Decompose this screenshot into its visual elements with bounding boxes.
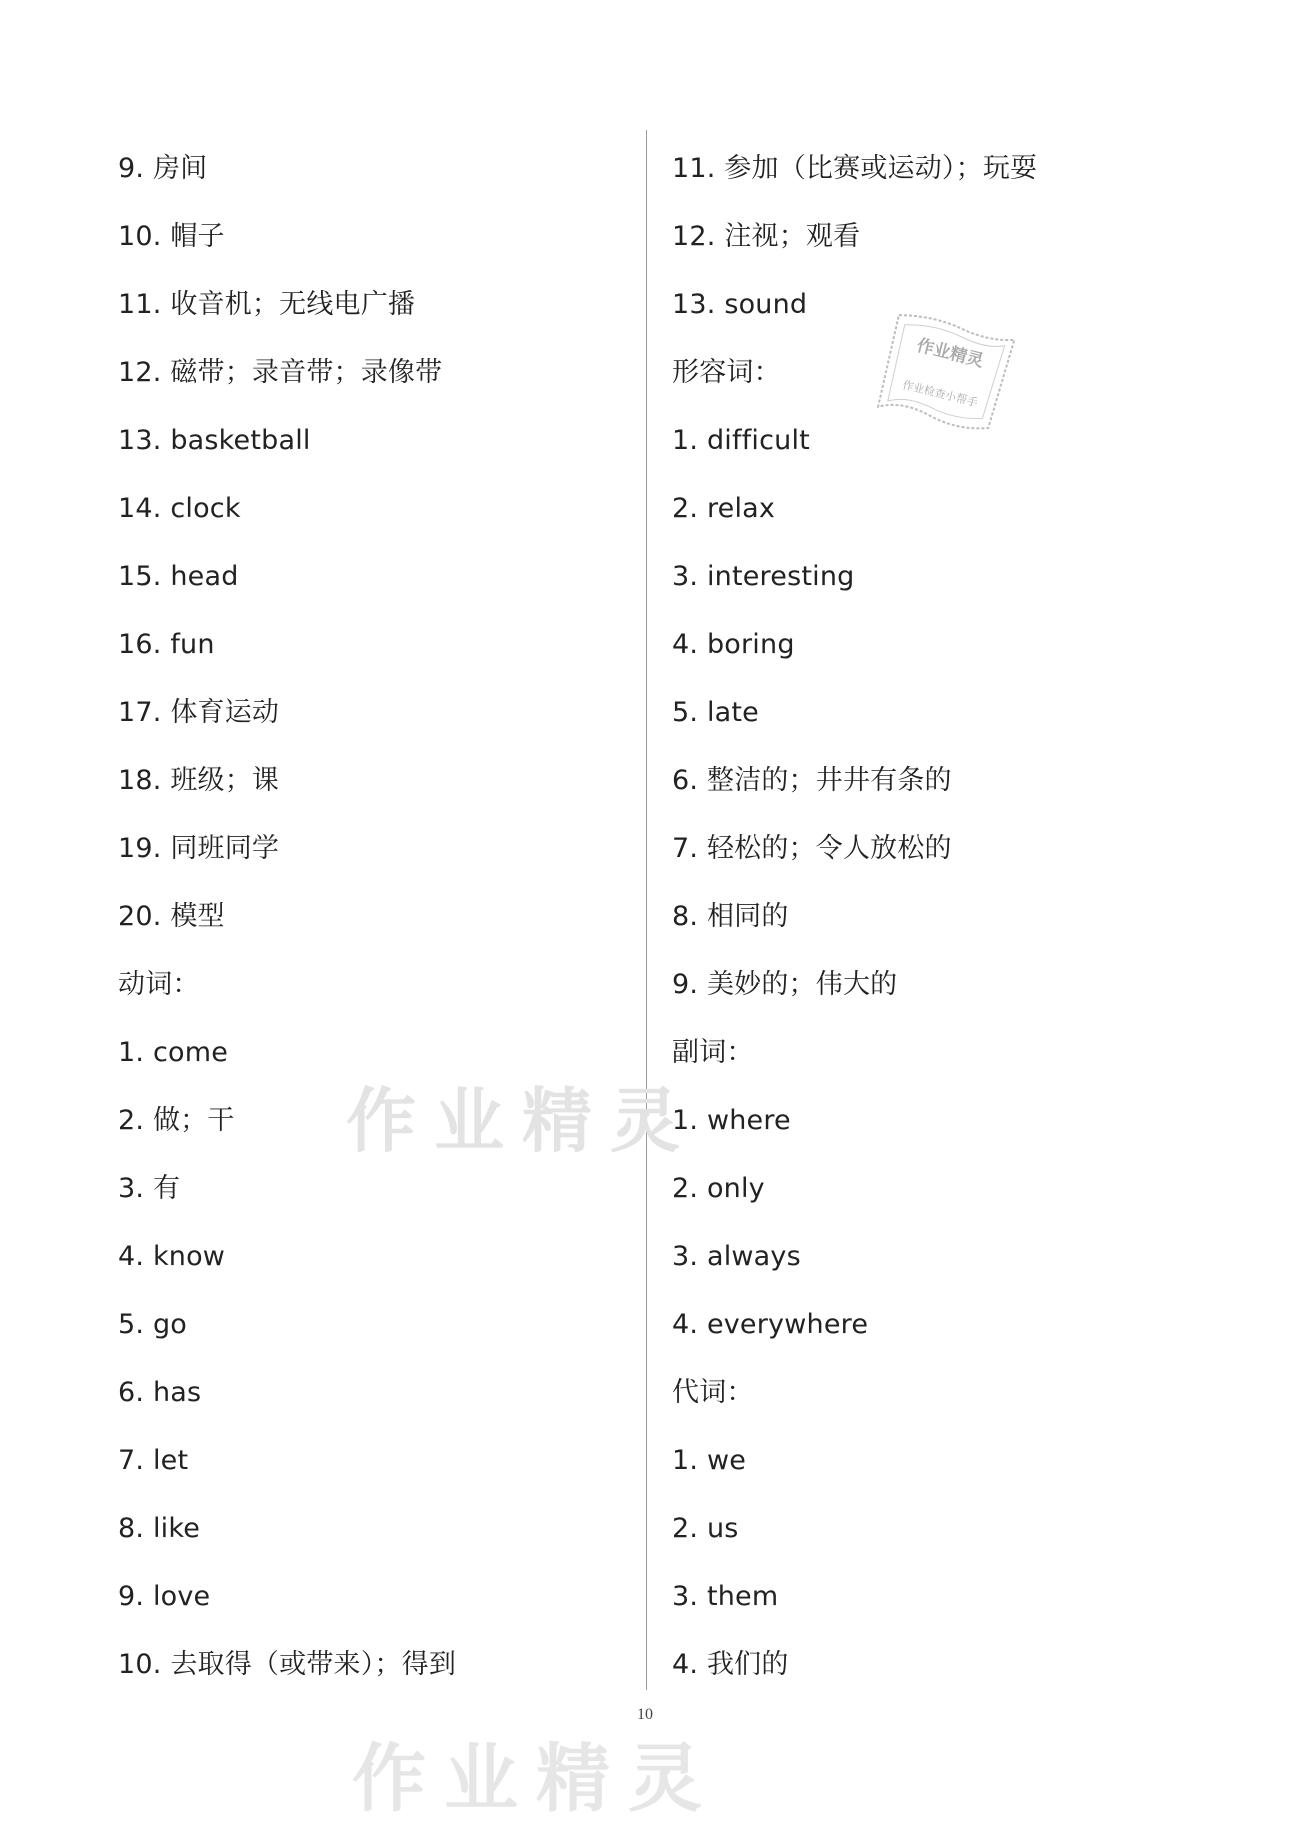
- list-item: 13. sound: [672, 289, 808, 320]
- stamp-title: 作业精灵: [914, 335, 986, 372]
- list-item: 15. head: [118, 561, 239, 592]
- list-item: 4. 我们的: [672, 1649, 789, 1680]
- list-item: 3. interesting: [672, 561, 855, 592]
- list-item: 18. 班级；课: [118, 765, 280, 796]
- section-heading-verbs: 动词：: [118, 969, 200, 1000]
- list-item: 9. 房间: [118, 153, 208, 184]
- list-item: 10. 帽子: [118, 221, 225, 252]
- list-item: 14. clock: [118, 493, 241, 524]
- list-item: 3. them: [672, 1581, 779, 1612]
- list-item: 6. has: [118, 1377, 202, 1408]
- list-item: 6. 整洁的；井井有条的: [672, 765, 952, 796]
- list-item: 19. 同班同学: [118, 833, 280, 864]
- section-heading-adverbs: 副词：: [672, 1037, 754, 1068]
- list-item: 2. relax: [672, 493, 776, 524]
- list-item: 5. go: [118, 1309, 188, 1340]
- list-item: 8. like: [118, 1513, 201, 1544]
- list-item: 10. 去取得（或带来）；得到: [118, 1649, 457, 1680]
- list-item: 3. always: [672, 1241, 801, 1272]
- list-item: 20. 模型: [118, 901, 225, 932]
- list-item: 5. late: [672, 697, 759, 728]
- watermark-center: 作业精灵: [346, 1080, 698, 1162]
- list-item: 8. 相同的: [672, 901, 789, 932]
- list-item: 4. everywhere: [672, 1309, 869, 1340]
- list-item: 13. basketball: [118, 425, 311, 456]
- list-item: 9. 美妙的；伟大的: [672, 969, 898, 1000]
- section-heading-adjectives: 形容词：: [672, 357, 781, 388]
- left-column: [118, 139, 456, 1703]
- page-number: 10: [637, 1706, 653, 1723]
- list-item: 11. 参加（比赛或运动）；玩耍: [672, 153, 1038, 184]
- list-item: 12. 磁带；录音带；录像带: [118, 357, 443, 388]
- list-item: 17. 体育运动: [118, 697, 280, 728]
- column-divider: [646, 130, 647, 1690]
- list-item: 3. 有: [118, 1173, 181, 1204]
- list-item: 1. we: [672, 1445, 747, 1476]
- list-item: 16. fun: [118, 629, 215, 660]
- stamp-subtitle: 作业检查小帮手: [901, 378, 979, 410]
- watermark-bottom: 作业精灵: [352, 1736, 720, 1822]
- list-item: 9. love: [118, 1581, 211, 1612]
- list-item: 12. 注视；观看: [672, 221, 861, 252]
- list-item: 4. boring: [672, 629, 795, 660]
- list-item: 2. 做；干: [118, 1105, 235, 1136]
- list-item: 4. know: [118, 1241, 226, 1272]
- list-item: 2. only: [672, 1173, 765, 1204]
- list-item: 7. 轻松的；令人放松的: [672, 833, 952, 864]
- list-item: 2. us: [672, 1513, 739, 1544]
- list-item: 1. where: [672, 1105, 791, 1136]
- list-item: 11. 收音机；无线电广播: [118, 289, 416, 320]
- list-item: 1. difficult: [672, 425, 810, 456]
- list-item: 1. come: [118, 1037, 229, 1068]
- section-heading-pronouns: 代词：: [672, 1377, 754, 1408]
- list-item: 7. let: [118, 1445, 189, 1476]
